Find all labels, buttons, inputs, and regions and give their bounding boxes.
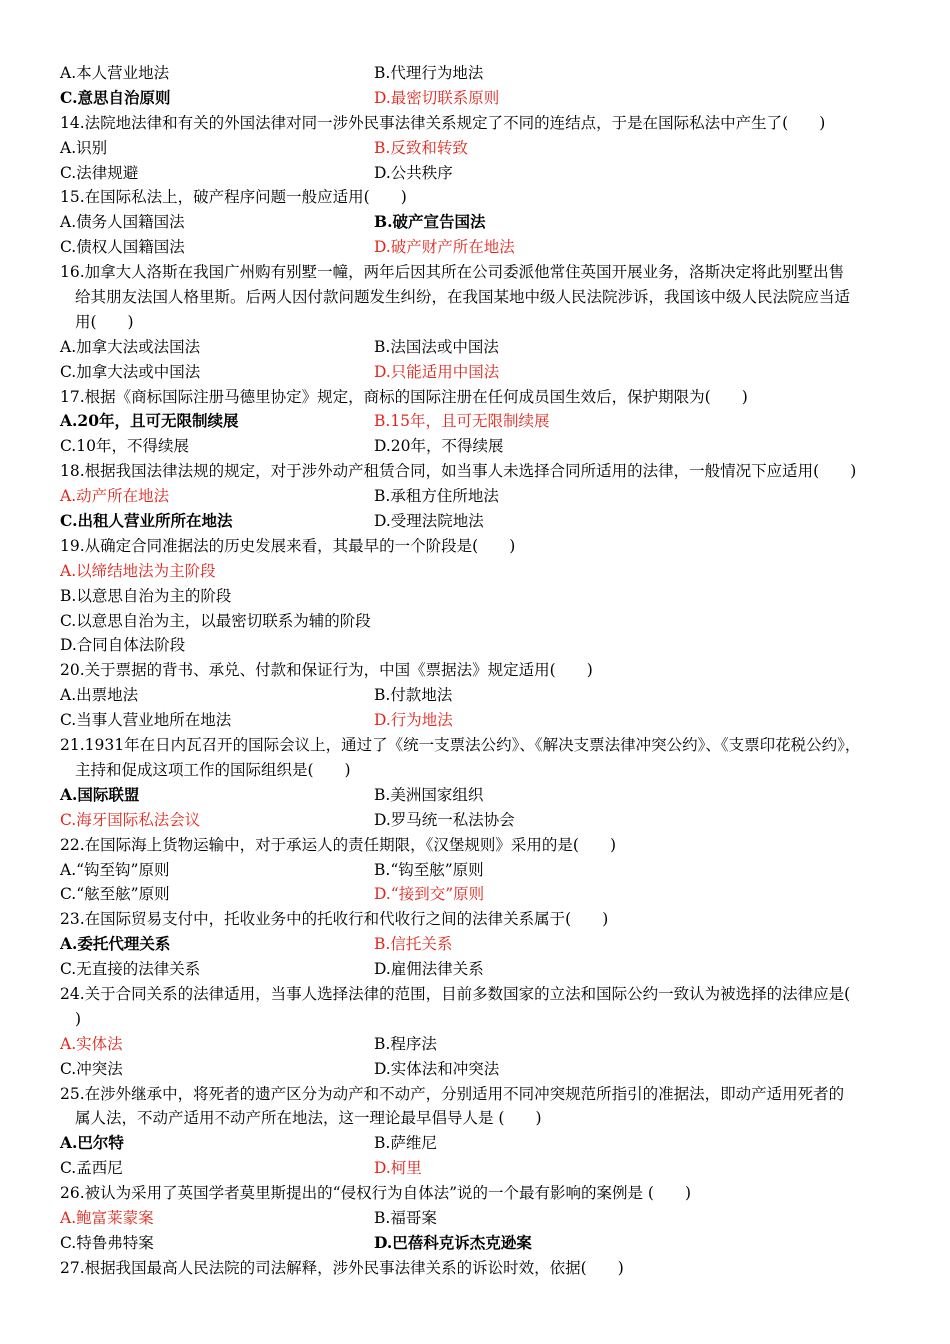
option-right: D.公共秩序: [374, 163, 453, 182]
option-right: B.15年，且可无限制续展: [374, 412, 550, 431]
question-line: 17.根据《商标国际注册马德里协定》规定，商标的国际注册在任何成员国生效后，保护期限为( ): [60, 387, 748, 406]
question-line: 18.根据我国法律法规的规定，对于涉外动产租赁合同，如当事人未选择合同所适用的法律，一般情况下应适用( ): [60, 462, 857, 481]
option-left: C.无直接的法律关系: [60, 960, 201, 979]
question-stem: [60, 111, 896, 136]
exam-document: [60, 61, 896, 1281]
option-single: B.以意思自治为主的阶段: [60, 586, 232, 605]
option-left: C.海牙国际私法会议: [60, 810, 201, 829]
option-row: [60, 1156, 896, 1181]
option-row: [60, 1131, 896, 1156]
option-right: B.反致和转致: [374, 138, 468, 157]
question-stem: [60, 1256, 896, 1281]
option-left: A.“钩至钩”原则: [60, 860, 170, 879]
question-stem: [60, 1181, 896, 1206]
option-left: A.本人营业地法: [60, 64, 170, 82]
option-row: [60, 360, 896, 385]
option-left: A.加拿大法或法国法: [60, 337, 201, 356]
option-left: C.意思自治原则: [60, 87, 171, 107]
option-row: [60, 335, 896, 360]
option-right: B.福哥案: [374, 1208, 437, 1227]
option-single: A.以缔结地法为主阶段: [60, 561, 216, 580]
option-left: C.特鲁弗特案: [60, 1233, 154, 1252]
option-row: [60, 932, 896, 957]
option-row: [60, 1032, 896, 1057]
question-line: 19.从确定合同准据法的历史发展来看，其最早的一个阶段是( ): [60, 536, 516, 555]
option-left: A.债务人国籍国法: [60, 213, 185, 232]
option-right: B.“钩至舷”原则: [374, 860, 484, 879]
option-right: B.程序法: [374, 1034, 437, 1053]
option-right: B.承租方住所地法: [374, 487, 499, 506]
option-right: D.雇佣法律关系: [374, 960, 484, 979]
option-row: [60, 1057, 896, 1082]
option-row: [60, 61, 896, 86]
option-left: A.国际联盟: [60, 784, 140, 804]
option-left: A.20年，且可无限制续展: [60, 411, 239, 431]
question-line: 21.1931年在日内瓦召开的国际会议上，通过了《统一支票法公约》、《解决支票法律冲突公约》、《支票印花税公约》，: [60, 736, 861, 755]
question-line: 15.在国际私法上，破产程序问题一般应适用( ): [60, 188, 407, 207]
option-left: C.“舷至舷”原则: [60, 885, 170, 904]
option-left: A.鲍富莱蒙案: [60, 1208, 154, 1227]
option-right: D.受理法院地法: [374, 512, 484, 531]
option-row: [60, 409, 896, 434]
option-single: D.合同自体法阶段: [60, 636, 186, 655]
option-right: D.罗马统一私法协会: [374, 810, 515, 829]
option-single: C.以意思自治为主，以最密切联系为辅的阶段: [60, 611, 371, 630]
question-line: 25.在涉外继承中，将死者的遗产区分为动产和不动产，分别适用不同冲突规范所指引的准据法，即动产适用死者的: [60, 1084, 845, 1103]
option-right: D.只能适用中国法: [374, 362, 500, 381]
option-row: [60, 210, 896, 235]
question-stem: [60, 1082, 896, 1132]
option-row: [60, 858, 896, 883]
option-left: A.出票地法: [60, 686, 139, 705]
option-row: [60, 957, 896, 982]
option-right: B.破产宣告国法: [374, 212, 486, 232]
option-right: B.法国法或中国法: [374, 337, 499, 356]
option-row: [60, 683, 896, 708]
question-line: ): [75, 1009, 82, 1028]
option-row: [60, 708, 896, 733]
option-row: [60, 1231, 896, 1256]
option-left: C.冲突法: [60, 1059, 123, 1078]
question-stem: [60, 534, 896, 559]
question-stem: [60, 385, 896, 410]
option-right: B.美洲国家组织: [374, 785, 484, 804]
option-row: [60, 1206, 896, 1231]
question-stem: [60, 733, 896, 783]
option-left: C.出租人营业所所在地法: [60, 511, 233, 531]
question-line: 27.根据我国最高人民法院的司法解释，涉外民事法律关系的诉讼时效，依据( ): [60, 1258, 624, 1277]
option-row: [60, 434, 896, 459]
question-line: 24.关于合同关系的法律适用，当事人选择法律的范围，目前多数国家的立法和国际公约一致认为被选择的法律应是(: [60, 984, 851, 1003]
option-right: D.最密切联系原则: [374, 88, 500, 107]
option-row: [60, 808, 896, 833]
option-left: A.动产所在地法: [60, 487, 170, 506]
option-left: C.当事人营业地所在地法: [60, 711, 232, 730]
option-right: B.代理行为地法: [374, 64, 484, 82]
option-left: C.法律规避: [60, 163, 139, 182]
question-stem: [60, 185, 896, 210]
question-stem: [60, 907, 896, 932]
option-row: [60, 86, 896, 111]
option-right: D.巴蓓科克诉杰克逊案: [374, 1232, 532, 1252]
option-row: [60, 882, 896, 907]
question-line: 26.被认为采用了英国学者莫里斯提出的“侵权行为自体法”说的一个最有影响的案例是 ( ): [60, 1184, 692, 1203]
question-line: 主持和促成这项工作的国际组织是( ): [75, 760, 351, 779]
question-line: 属人法，不动产适用不动产所在地法，这一理论最早倡导人是 ( ): [75, 1109, 542, 1128]
option-right: B.萨维尼: [374, 1134, 437, 1153]
question-stem: [60, 658, 896, 683]
option-left: A.实体法: [60, 1034, 123, 1053]
option-right: D.实体法和冲突法: [374, 1059, 500, 1078]
option-row: [60, 235, 896, 260]
option-left: C.10年，不得续展: [60, 437, 189, 456]
question-stem: [60, 982, 896, 1032]
question-line: 用( ): [75, 312, 134, 331]
option-left: C.债权人国籍国法: [60, 238, 185, 257]
option-right: D.行为地法: [374, 711, 453, 730]
option-left: A.委托代理关系: [60, 934, 171, 954]
option-right: B.付款地法: [374, 686, 453, 705]
option-left: A.巴尔特: [60, 1133, 124, 1153]
option-right: D.柯里: [374, 1159, 422, 1178]
question-stem: [60, 459, 896, 484]
option-row: [60, 509, 896, 534]
question-line: 给其朋友法国人格里斯。后两人因付款问题发生纠纷，在我国某地中级人民法院涉诉，我国该中级人民法院应当适: [75, 288, 851, 307]
question-line: 14.法院地法律和有关的外国法律对同一涉外民事法律关系规定了不同的连结点，于是在国际私法中产生了( ): [60, 113, 826, 132]
option-left: A.识别: [60, 138, 108, 157]
option-left: C.孟西尼: [60, 1159, 123, 1178]
question-stem: [60, 260, 896, 335]
option-row: [60, 161, 896, 186]
option-right: D.20年，不得续展: [374, 437, 504, 456]
option-right: B.信托关系: [374, 935, 453, 954]
question-line: 23.在国际贸易支付中，托收业务中的托收行和代收行之间的法律关系属于( ): [60, 910, 609, 929]
option-row: [60, 136, 896, 161]
option-left: C.加拿大法或中国法: [60, 362, 201, 381]
question-line: 20.关于票据的背书、承兑、付款和保证行为，中国《票据法》规定适用( ): [60, 661, 593, 680]
question-line: 22.在国际海上货物运输中，对于承运人的责任期限，《汉堡规则》采用的是( ): [60, 835, 616, 854]
question-line: 16.加拿大人洛斯在我国广州购有别墅一幢，两年后因其所在公司委派他常住英国开展业务，洛斯决定将此别墅出售: [60, 263, 845, 282]
option-row: [60, 484, 896, 509]
option-right: D.“接到交”原则: [374, 885, 485, 904]
option-row: [60, 783, 896, 808]
question-stem: [60, 833, 896, 858]
option-right: D.破产财产所在地法: [374, 238, 515, 257]
